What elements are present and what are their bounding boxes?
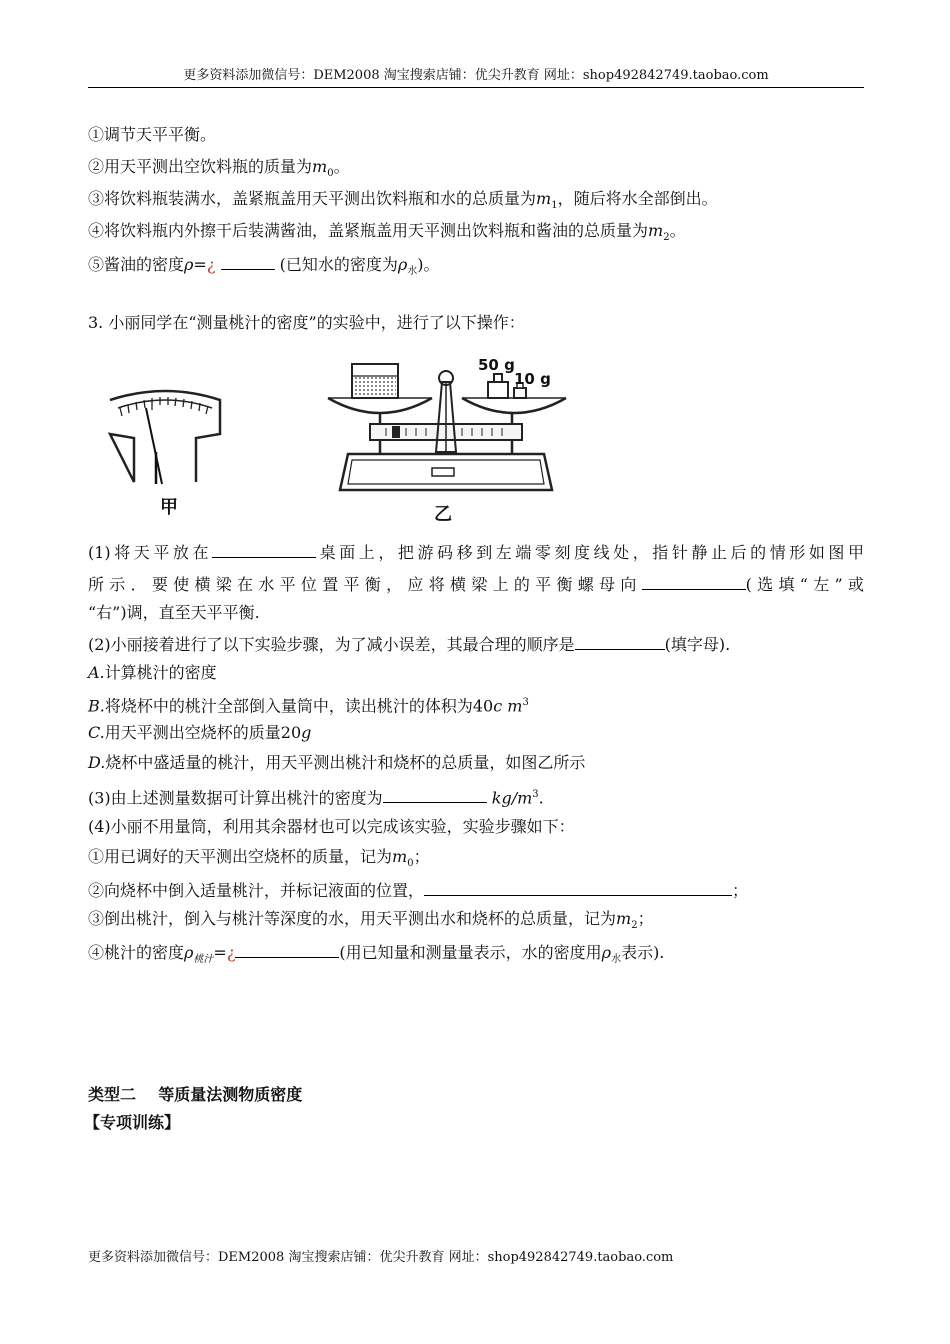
step-1: ①调节天平平衡。: [88, 125, 217, 144]
step-5-paren: (已知水的密度为: [279, 255, 398, 274]
subscript: 0: [327, 168, 334, 180]
question-3-intro: 3. 小丽同学在“测量桃汁的密度”的实验中，进行了以下操作：: [88, 313, 525, 332]
option-letter: A.: [88, 663, 105, 682]
subscript: 水: [611, 954, 622, 966]
var-rho: ρ: [601, 943, 612, 962]
section-title: 类型二 等质量法测物质密度: [88, 1085, 303, 1104]
text: 表示).: [621, 943, 665, 962]
step-2: [88, 156, 350, 185]
option-letter: D.: [88, 753, 106, 772]
text: ；: [413, 847, 430, 866]
text: ②向烧杯中倒入适量桃汁，并标记液面的位置，: [88, 881, 425, 900]
text: 桌面上，把游码移到左端零刻度线处，指针静止后的情形如图甲: [316, 543, 864, 562]
equals: =: [213, 943, 227, 962]
answer-blank-density[interactable]: [383, 785, 487, 803]
q3-step-4: [88, 940, 664, 971]
subscript: 1: [551, 200, 558, 212]
text: 所示．要使横梁在水平位置平衡，应将横梁上的平衡螺母向: [88, 575, 642, 594]
option-b: [88, 692, 529, 717]
step-2-text: ②用天平测出空饮料瓶的质量为: [88, 157, 313, 176]
unit: kg/m: [491, 788, 533, 808]
weight-50g-label: 50 g: [478, 356, 515, 374]
superscript: 3: [522, 697, 529, 708]
section-subtitle: 【专项训练】: [84, 1113, 181, 1132]
q3-part2: [88, 632, 730, 656]
answer-blank-order[interactable]: [575, 632, 665, 650]
step-2-end: 。: [333, 157, 350, 176]
equals: =: [193, 255, 207, 274]
q3-part1-line3: “右”)调，直至天平平衡.: [88, 603, 260, 622]
weight-10g-label: 10 g: [514, 370, 551, 388]
answer-blank-table-type[interactable]: [212, 540, 316, 558]
q3-step-2: [88, 878, 748, 902]
var-rho: ρ: [184, 943, 194, 962]
var-rho: ρ: [397, 255, 408, 274]
step-5: [88, 252, 440, 283]
var-m: m: [392, 847, 408, 866]
step-3-end: ，随后将水全部倒出。: [557, 189, 718, 208]
step-4-text: ④将饮料瓶内外擦干后装满酱油，盖紧瓶盖用天平测出饮料瓶和酱油的总质量为: [88, 221, 649, 240]
option-text: 用天平测出空烧杯的质量20: [104, 723, 302, 742]
page-header: 更多资料添加微信号：DEM2008 淘宝搜索店铺：优尖升教育 网址：shop492842749.taobao.com: [88, 66, 864, 88]
text: ；: [732, 881, 749, 900]
answer-blank[interactable]: [221, 252, 275, 270]
var-m: m: [536, 189, 552, 208]
step-3-text: ③将饮料瓶装满水，盖紧瓶盖用天平测出饮料瓶和水的总质量为: [88, 189, 537, 208]
var-rho: ρ: [184, 255, 194, 274]
unit: g: [301, 723, 312, 742]
superscript: 3: [532, 789, 539, 800]
text: (2)小丽接着进行了以下实验步骤，为了减小误差，其最合理的顺序是: [88, 635, 575, 654]
text: .: [538, 788, 544, 808]
figure-jia-label: 甲: [160, 497, 178, 518]
text: (填字母).: [664, 635, 731, 654]
option-text: 烧杯中盛适量的桃汁，用天平测出桃汁和烧杯的总质量，如图乙所示: [105, 753, 586, 772]
text: (用已知量和测量量表示，水的密度用: [339, 943, 602, 962]
q3-part3: [88, 784, 544, 809]
option-text: 计算桃汁的密度: [104, 663, 217, 682]
option-a: [88, 662, 217, 684]
option-letter: C.: [88, 723, 105, 742]
subscript: 桃汁: [193, 954, 214, 966]
option-c: [88, 722, 311, 744]
text: (1)将天平放在: [88, 543, 213, 562]
answer-blank-direction[interactable]: [642, 572, 746, 590]
text: ①用已调好的天平测出空烧杯的质量，记为: [88, 847, 393, 866]
q3-part4: (4)小丽不用量筒，利用其余器材也可以完成该实验，实验步骤如下：: [88, 817, 575, 836]
unit: c m: [493, 696, 523, 716]
answer-blank-step[interactable]: [424, 878, 732, 896]
subscript: 0: [407, 858, 414, 870]
text: (选填“左”或: [745, 575, 864, 594]
text: (3)由上述测量数据可计算出桃汁的密度为: [88, 788, 383, 808]
option-d: [88, 752, 585, 774]
var-m: m: [616, 909, 632, 928]
var-m: m: [312, 157, 328, 176]
glyph: ¿: [226, 943, 236, 962]
text: ；: [637, 909, 654, 928]
subscript: 2: [663, 232, 670, 244]
step-5-text: ⑤酱油的密度: [88, 255, 185, 274]
text: ③倒出桃汁，倒入与桃汁等深度的水，用天平测出水和烧杯的总质量，记为: [88, 909, 617, 928]
q3-part1-line2: [88, 572, 864, 596]
q3-step-1: [88, 846, 430, 875]
step-4-end: 。: [669, 221, 686, 240]
subscript: 水: [407, 266, 418, 278]
glyph: ¿: [206, 255, 216, 274]
subscript: 2: [631, 920, 638, 932]
figure-yi-label: 乙: [434, 504, 452, 525]
step-5-end: )。: [417, 255, 440, 274]
page-footer: 更多资料添加微信号：DEM2008 淘宝搜索店铺：优尖升教育 网址：shop492842749.taobao.com: [88, 1250, 674, 1265]
q3-part1-line1: [88, 540, 864, 564]
var-m: m: [648, 221, 664, 240]
option-text: 将烧杯中的桃汁全部倒入量筒中，读出桃汁的体积为40: [104, 696, 494, 716]
step-3: [88, 188, 718, 217]
text: ④桃汁的密度: [88, 943, 185, 962]
figure-jia-pointer-scale: [104, 386, 226, 486]
answer-blank-expression[interactable]: [235, 940, 339, 958]
option-letter: B.: [88, 696, 105, 716]
step-4: [88, 220, 686, 249]
q3-step-3: [88, 908, 654, 937]
